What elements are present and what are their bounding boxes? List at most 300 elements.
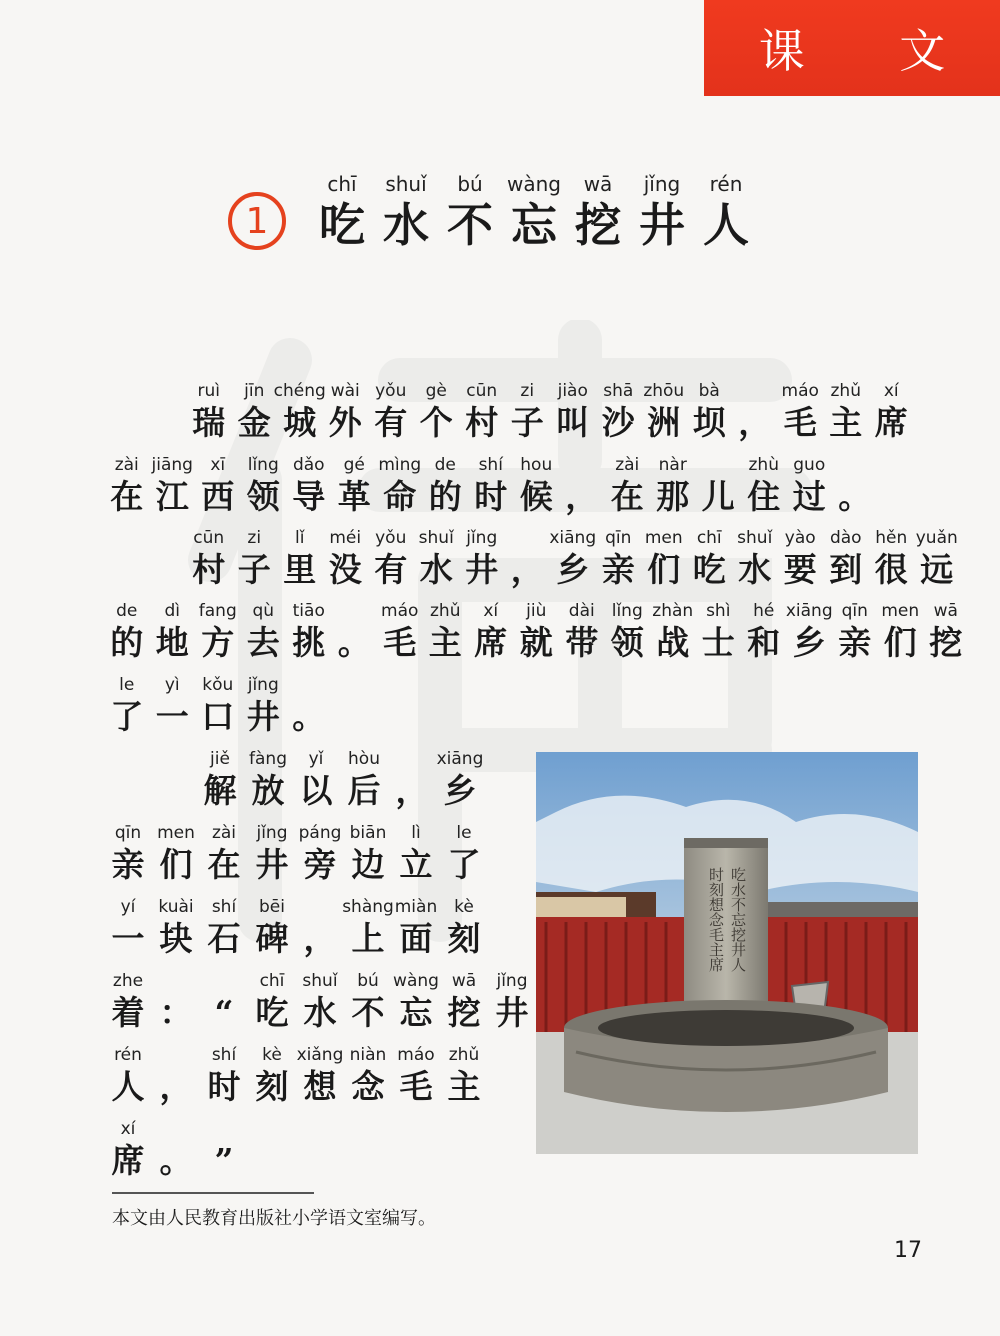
- hanzi: 水: [383, 198, 429, 252]
- ruby-cell: [332, 454, 378, 518]
- ruby-cell: [296, 822, 344, 886]
- ruby-cell: [374, 170, 438, 252]
- hanzi: 井: [255, 845, 289, 884]
- ruby-cell: [696, 600, 742, 664]
- ruby-cell: [778, 380, 824, 444]
- pinyin: bēi: [259, 897, 285, 917]
- pinyin: dì: [164, 601, 180, 621]
- ruby-cell: [392, 970, 440, 1034]
- pinyin: wàng: [393, 971, 439, 991]
- pinyin: wā: [451, 971, 477, 991]
- pinyin: yǒu: [375, 528, 407, 548]
- ruby-cell: [436, 748, 484, 812]
- ruby-cell: [296, 1044, 344, 1108]
- pinyin: jǐng: [496, 971, 528, 991]
- ruby-cell: [232, 380, 278, 444]
- hanzi: 吃: [319, 198, 365, 252]
- ruby-cell: [344, 970, 392, 1034]
- pinyin: qīn: [605, 528, 632, 548]
- ruby-cell: [241, 600, 287, 664]
- pinyin: lǐ: [295, 528, 305, 548]
- ruby-cell: [292, 748, 340, 812]
- ruby-cell: [196, 748, 244, 812]
- hanzi: 了: [110, 697, 144, 736]
- well-photo: [536, 752, 918, 1154]
- pinyin: hé: [753, 601, 775, 621]
- ruby-cell: [248, 970, 296, 1034]
- pinyin: yuǎn: [915, 528, 958, 548]
- ruby-cell: [273, 380, 326, 444]
- hanzi: 带: [565, 623, 599, 662]
- ruby-cell: [832, 454, 878, 518]
- pinyin: jǐng: [466, 528, 498, 548]
- pinyin: niàn: [349, 1045, 387, 1065]
- pinyin: rén: [114, 1045, 142, 1065]
- lesson-number-badge: 1: [228, 192, 286, 250]
- ruby-cell: [310, 170, 374, 252]
- ruby-cell: [605, 600, 651, 664]
- hanzi: 的: [110, 623, 144, 662]
- hanzi: 领: [246, 477, 280, 516]
- ruby-cell: [630, 170, 694, 252]
- hanzi: 就: [519, 623, 553, 662]
- pinyin: yào: [784, 528, 816, 548]
- ruby-cell: [104, 674, 150, 738]
- hanzi: 瑞: [192, 403, 226, 442]
- ruby-cell: [150, 454, 196, 518]
- pinyin: yí: [120, 897, 136, 917]
- hanzi: 。: [838, 477, 872, 516]
- hanzi: 吃: [692, 550, 726, 589]
- hanzi: 乡: [443, 771, 477, 810]
- ruby-cell: [104, 822, 152, 886]
- hanzi: 水: [738, 550, 772, 589]
- ruby-cell: [248, 822, 296, 886]
- hanzi: 要: [783, 550, 817, 589]
- pinyin: jiù: [526, 601, 547, 621]
- pinyin: shuǐ: [418, 528, 454, 548]
- ruby-cell: [505, 527, 551, 591]
- ruby-cell: [200, 970, 248, 1034]
- hanzi: 一: [111, 919, 145, 958]
- pinyin: lǐng: [247, 455, 279, 475]
- hanzi: 后: [347, 771, 381, 810]
- pinyin: lǐng: [611, 601, 643, 621]
- hanzi: 子: [510, 403, 544, 442]
- ruby-cell: [440, 896, 488, 960]
- pinyin: zhàn: [652, 601, 694, 621]
- text-line: [186, 380, 914, 444]
- hanzi: 村: [192, 550, 226, 589]
- pinyin: wā: [583, 172, 613, 196]
- pinyin: shuǐ: [737, 528, 773, 548]
- ruby-cell: [186, 527, 232, 591]
- hanzi: 时: [207, 1067, 241, 1106]
- pinyin: fàng: [249, 749, 287, 769]
- pinyin: zài: [114, 455, 139, 475]
- hanzi: 了: [447, 845, 481, 884]
- ruby-cell: [823, 380, 869, 444]
- pinyin: gé: [343, 455, 365, 475]
- ruby-cell: [832, 600, 878, 664]
- ruby-cell: [687, 380, 733, 444]
- hanzi: ，: [159, 1067, 193, 1106]
- hanzi: 去: [246, 623, 280, 662]
- hanzi: 亲: [601, 550, 635, 589]
- hanzi: 一: [155, 697, 189, 736]
- ruby-cell: [414, 527, 460, 591]
- lesson-title-text: [310, 170, 758, 252]
- pinyin: bà: [698, 381, 720, 401]
- lesson-title: [228, 170, 758, 252]
- hanzi: 挖: [447, 993, 481, 1032]
- hanzi: 战: [656, 623, 690, 662]
- hanzi: ”: [214, 1141, 234, 1180]
- pinyin: shí: [211, 897, 237, 917]
- hanzi: 领: [610, 623, 644, 662]
- ruby-cell: [605, 454, 651, 518]
- hanzi: 井: [639, 198, 685, 252]
- hanzi: ，: [738, 403, 772, 442]
- pinyin: biān: [349, 823, 387, 843]
- section-banner: [704, 0, 1000, 96]
- text-line: [186, 527, 960, 591]
- pinyin: shì: [706, 601, 731, 621]
- pinyin: zhe: [112, 971, 144, 991]
- stele-inscription-right: 吃水不忘挖井人: [729, 867, 747, 972]
- hanzi: 挖: [575, 198, 621, 252]
- section-label: 课 文: [758, 24, 986, 78]
- pinyin: dài: [568, 601, 595, 621]
- ruby-cell: [438, 170, 502, 252]
- ruby-cell: [641, 380, 687, 444]
- hanzi: 挑: [292, 623, 326, 662]
- hanzi: ，: [565, 477, 599, 516]
- text-line: [104, 674, 332, 738]
- pinyin: yǐ: [308, 749, 324, 769]
- hanzi: 刻: [447, 919, 481, 958]
- ruby-cell: [505, 380, 551, 444]
- hanzi: 在: [610, 477, 644, 516]
- pinyin: zhù: [748, 455, 779, 475]
- hanzi: 时: [474, 477, 508, 516]
- pinyin: kǒu: [202, 675, 234, 695]
- ruby-cell: [550, 380, 596, 444]
- hanzi: 席: [474, 623, 508, 662]
- pinyin: jǐng: [256, 823, 288, 843]
- ruby-cell: [344, 1044, 392, 1108]
- hanzi: 那: [656, 477, 690, 516]
- hanzi: 。: [292, 697, 326, 736]
- ruby-cell: [559, 600, 605, 664]
- hanzi: 块: [159, 919, 193, 958]
- ruby-cell: [150, 600, 196, 664]
- ruby-cell: [392, 896, 440, 960]
- hanzi: 住: [747, 477, 781, 516]
- pinyin: zài: [211, 823, 237, 843]
- text-line: [104, 600, 969, 664]
- pinyin: máo: [781, 381, 819, 401]
- ruby-cell: [195, 454, 241, 518]
- pinyin: páng: [298, 823, 342, 843]
- hanzi: 刻: [255, 1067, 289, 1106]
- ruby-cell: [368, 380, 414, 444]
- hanzi: 们: [647, 550, 681, 589]
- pinyin: jǐng: [247, 675, 279, 695]
- ruby-cell: [296, 970, 344, 1034]
- hanzi: 忘: [399, 993, 433, 1032]
- ruby-cell: [377, 454, 423, 518]
- hanzi: 碑: [255, 919, 289, 958]
- ruby-cell: [200, 1118, 248, 1182]
- hanzi: 西: [201, 477, 235, 516]
- pinyin: shā: [603, 381, 634, 401]
- ruby-cell: [392, 822, 440, 886]
- ruby-cell: [152, 896, 200, 960]
- text-line: [104, 822, 488, 886]
- hanzi: 旁: [303, 845, 337, 884]
- hanzi: 主: [829, 403, 863, 442]
- hanzi: 立: [399, 845, 433, 884]
- ruby-cell: [687, 527, 733, 591]
- pinyin: le: [456, 823, 472, 843]
- hanzi: ，: [510, 550, 544, 589]
- hanzi: 井: [465, 550, 499, 589]
- hanzi: 乡: [556, 550, 590, 589]
- pinyin: qù: [252, 601, 275, 621]
- hanzi: 沙: [601, 403, 635, 442]
- pinyin: mìng: [378, 455, 422, 475]
- ruby-cell: [152, 1118, 200, 1182]
- hanzi: 念: [351, 1067, 385, 1106]
- pinyin: hòu: [348, 749, 380, 769]
- hanzi: 叫: [556, 403, 590, 442]
- pinyin: gè: [425, 381, 447, 401]
- hanzi: 以: [299, 771, 333, 810]
- pinyin: de: [434, 455, 456, 475]
- ruby-cell: [286, 674, 332, 738]
- text-line: [104, 1118, 248, 1182]
- hanzi: 亲: [838, 623, 872, 662]
- ruby-cell: [152, 970, 200, 1034]
- ruby-cell: [286, 600, 332, 664]
- hanzi: 挖: [929, 623, 963, 662]
- hanzi: 地: [155, 623, 189, 662]
- pinyin: xí: [120, 1119, 136, 1139]
- hanzi: 里: [283, 550, 317, 589]
- hanzi: 命: [383, 477, 417, 516]
- ruby-cell: [277, 527, 323, 591]
- pinyin: miàn: [394, 897, 438, 917]
- ruby-cell: [296, 896, 344, 960]
- hanzi: 上: [351, 919, 385, 958]
- ruby-cell: [323, 527, 369, 591]
- pinyin: men: [644, 528, 683, 548]
- pinyin: kè: [262, 1045, 282, 1065]
- hanzi: 边: [351, 845, 385, 884]
- ruby-cell: [694, 170, 758, 252]
- pinyin: cūn: [193, 528, 225, 548]
- pinyin: de: [116, 601, 138, 621]
- ruby-cell: [323, 380, 369, 444]
- ruby-cell: [152, 822, 200, 886]
- pinyin: xī: [210, 455, 226, 475]
- hanzi: 水: [419, 550, 453, 589]
- ruby-cell: [650, 600, 696, 664]
- ruby-cell: [195, 674, 241, 738]
- hanzi: ，: [395, 771, 429, 810]
- pinyin: rén: [709, 172, 743, 196]
- stele-inscription-left: 时刻想念毛主席: [707, 867, 725, 972]
- hanzi: 坝: [692, 403, 726, 442]
- ruby-cell: [423, 454, 469, 518]
- hanzi: ，: [303, 919, 337, 958]
- pinyin: chéng: [273, 381, 326, 401]
- hanzi: 吃: [255, 993, 289, 1032]
- hanzi: 毛: [383, 623, 417, 662]
- pinyin: xiāng: [785, 601, 833, 621]
- ruby-cell: [440, 1044, 488, 1108]
- pinyin: men: [881, 601, 920, 621]
- hanzi: 个: [419, 403, 453, 442]
- ruby-cell: [388, 748, 436, 812]
- text-line: [104, 454, 878, 518]
- pinyin: wài: [330, 381, 360, 401]
- hanzi: 到: [829, 550, 863, 589]
- ruby-cell: [104, 1118, 152, 1182]
- hanzi: 亲: [111, 845, 145, 884]
- hanzi: 村: [465, 403, 499, 442]
- pinyin: zhǔ: [830, 381, 861, 401]
- hanzi: 远: [920, 550, 954, 589]
- ruby-cell: [787, 454, 833, 518]
- ruby-cell: [596, 380, 642, 444]
- text-line: [104, 896, 488, 960]
- ruby-cell: [741, 454, 787, 518]
- pinyin: shuǐ: [302, 971, 338, 991]
- pinyin: ruì: [197, 381, 220, 401]
- ruby-cell: [414, 380, 460, 444]
- pinyin: lì: [411, 823, 421, 843]
- pinyin: chī: [327, 172, 357, 196]
- hanzi: 口: [201, 697, 235, 736]
- ruby-cell: [440, 970, 488, 1034]
- ruby-cell: [152, 1044, 200, 1108]
- ruby-cell: [104, 454, 150, 518]
- hanzi: 没: [328, 550, 362, 589]
- hanzi: 毛: [783, 403, 817, 442]
- footnote: 本文由人民教育出版社小学语文室编写。: [112, 1208, 436, 1229]
- ruby-cell: [869, 380, 915, 444]
- hanzi: 人: [703, 198, 749, 252]
- pinyin: hou: [520, 455, 553, 475]
- ruby-cell: [377, 600, 423, 664]
- pinyin: wàng: [507, 172, 561, 196]
- hanzi: 席: [874, 403, 908, 442]
- pinyin: yì: [164, 675, 180, 695]
- pinyin: chī: [696, 528, 722, 548]
- pinyin: cūn: [466, 381, 498, 401]
- text-line: [104, 1044, 488, 1108]
- ruby-cell: [488, 970, 536, 1034]
- pinyin: jiào: [557, 381, 588, 401]
- text-line: [196, 748, 484, 812]
- ruby-cell: [232, 527, 278, 591]
- hanzi: 忘: [511, 198, 557, 252]
- page-number: 17: [894, 1238, 922, 1263]
- ruby-cell: [104, 970, 152, 1034]
- pinyin: jīn: [244, 381, 265, 401]
- ruby-cell: [559, 454, 605, 518]
- ruby-cell: [732, 380, 778, 444]
- ruby-cell: [244, 748, 292, 812]
- pinyin: tiāo: [292, 601, 325, 621]
- ruby-cell: [650, 454, 696, 518]
- ruby-cell: [344, 822, 392, 886]
- pinyin: zhǔ: [430, 601, 461, 621]
- ruby-cell: [502, 170, 566, 252]
- pinyin: dào: [829, 528, 862, 548]
- hanzi: 洲: [647, 403, 681, 442]
- pinyin: qīn: [841, 601, 868, 621]
- pinyin: kè: [454, 897, 474, 917]
- hanzi: 不: [447, 198, 493, 252]
- ruby-cell: [514, 454, 560, 518]
- pinyin: jǐng: [643, 172, 681, 196]
- ruby-cell: [923, 600, 969, 664]
- pinyin: xiǎng: [296, 1045, 344, 1065]
- pinyin: zhǔ: [448, 1045, 480, 1065]
- pinyin: xí: [483, 601, 499, 621]
- ruby-cell: [344, 896, 392, 960]
- pinyin: shí: [211, 1045, 237, 1065]
- hanzi: 很: [874, 550, 908, 589]
- hanzi: 石: [207, 919, 241, 958]
- ruby-cell: [778, 527, 824, 591]
- pinyin: jiě: [210, 749, 230, 769]
- hanzi: 解: [203, 771, 237, 810]
- pinyin: chī: [259, 971, 285, 991]
- pinyin: jiāng: [151, 455, 193, 475]
- hanzi: 在: [207, 845, 241, 884]
- pinyin: xiāng: [549, 528, 597, 548]
- ruby-cell: [200, 896, 248, 960]
- ruby-cell: [241, 454, 287, 518]
- pinyin: men: [157, 823, 195, 843]
- hanzi: 革: [337, 477, 371, 516]
- pinyin: fang: [198, 601, 237, 621]
- hanzi: 毛: [399, 1067, 433, 1106]
- ruby-cell: [248, 896, 296, 960]
- hanzi: 金: [237, 403, 271, 442]
- ruby-cell: [459, 527, 505, 591]
- ruby-cell: [200, 822, 248, 886]
- hanzi: 。: [159, 1141, 193, 1180]
- ruby-cell: [241, 674, 287, 738]
- ruby-cell: [787, 600, 833, 664]
- pinyin: shàng: [342, 897, 394, 917]
- hanzi: 人: [111, 1067, 145, 1106]
- hanzi: “: [214, 993, 234, 1032]
- ruby-cell: [104, 896, 152, 960]
- ruby-cell: [732, 527, 778, 591]
- hanzi: 着: [111, 993, 145, 1032]
- hanzi: 的: [428, 477, 462, 516]
- pinyin: yǒu: [375, 381, 407, 401]
- pinyin: hěn: [875, 528, 908, 548]
- ruby-cell: [186, 380, 232, 444]
- hanzi: 有: [374, 550, 408, 589]
